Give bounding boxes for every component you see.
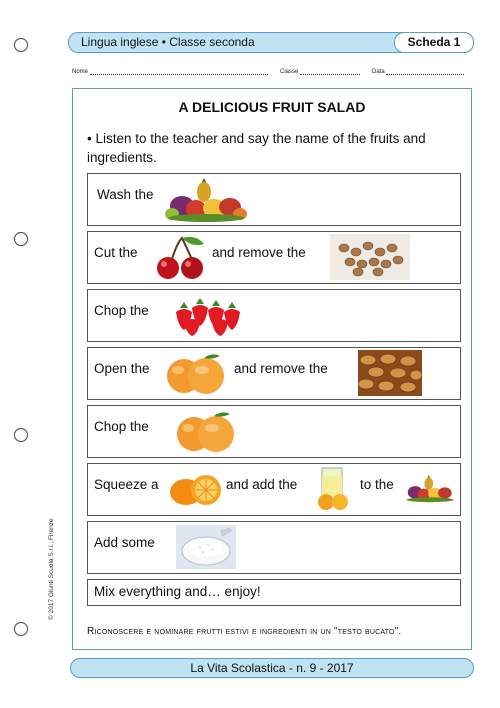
row-text-a: Chop the: [94, 419, 149, 434]
apricot-icon: [174, 408, 240, 454]
row-text-b: and remove the: [234, 361, 328, 376]
binder-hole: [14, 232, 28, 246]
learning-objective: Riconoscere e nominare frutti estivi e ingredienti in un "testo bucato".: [87, 626, 402, 637]
fruit-bowl-icon: [164, 176, 248, 222]
apricot-icon: [164, 350, 230, 396]
instruction: • Listen to the teacher and say the name of the fruits and ingredients.: [87, 131, 426, 165]
sentence-row: [87, 405, 461, 458]
row-text-b: and add the: [226, 477, 298, 492]
sentence-row: [87, 463, 461, 516]
row-text-a: Chop the: [94, 303, 149, 318]
binder-hole: [14, 38, 28, 52]
row-text-a: Squeeze a: [94, 477, 159, 492]
class-field[interactable]: [280, 68, 360, 75]
header-bar: [68, 32, 474, 53]
publication-footer: La Vita Scolastica - n. 9 - 2017: [70, 658, 474, 678]
subject-label: Lingua inglese • Classe seconda: [81, 35, 255, 49]
sheet-label: Scheda 1: [394, 32, 474, 53]
name-field[interactable]: [72, 68, 268, 75]
cherries-icon: [154, 234, 210, 280]
page-title: A DELICIOUS FRUIT SALAD: [178, 99, 366, 115]
row-text-c: to the: [360, 477, 394, 492]
sentence-row: [87, 231, 461, 284]
orange-icon: [168, 468, 224, 510]
row-text-a: Cut the: [94, 245, 138, 260]
worksheet-frame: [72, 88, 472, 650]
date-label: Data: [372, 69, 385, 75]
class-label: Classe: [280, 69, 299, 75]
row-text-a: Wash the: [97, 187, 154, 202]
row-text-a: Mix everything and… enjoy!: [94, 584, 261, 599]
sentence-row: [87, 347, 461, 400]
row-text-a: Add some: [94, 535, 155, 550]
binder-hole: [14, 428, 28, 442]
sentence-row: [87, 521, 461, 574]
copyright: © 2017 Giunti Scuola S.r.l., Firenze: [48, 518, 55, 620]
row-text-a: Open the: [94, 361, 150, 376]
apricot-stones-icon: [358, 350, 422, 396]
juice-glass-icon: [312, 466, 356, 512]
strawberries-icon: [168, 292, 248, 338]
row-text-b: and remove the: [212, 245, 306, 260]
sentence-row: [87, 173, 461, 226]
sugar-bowl-icon: [176, 525, 236, 569]
fruit-bowl-icon: [404, 468, 456, 508]
sentence-row: [87, 579, 461, 606]
cherry-stones-icon: [330, 234, 410, 280]
sentence-row: [87, 289, 461, 342]
name-label: Nome: [72, 69, 89, 75]
date-field[interactable]: [372, 68, 464, 75]
binder-hole: [14, 622, 28, 636]
